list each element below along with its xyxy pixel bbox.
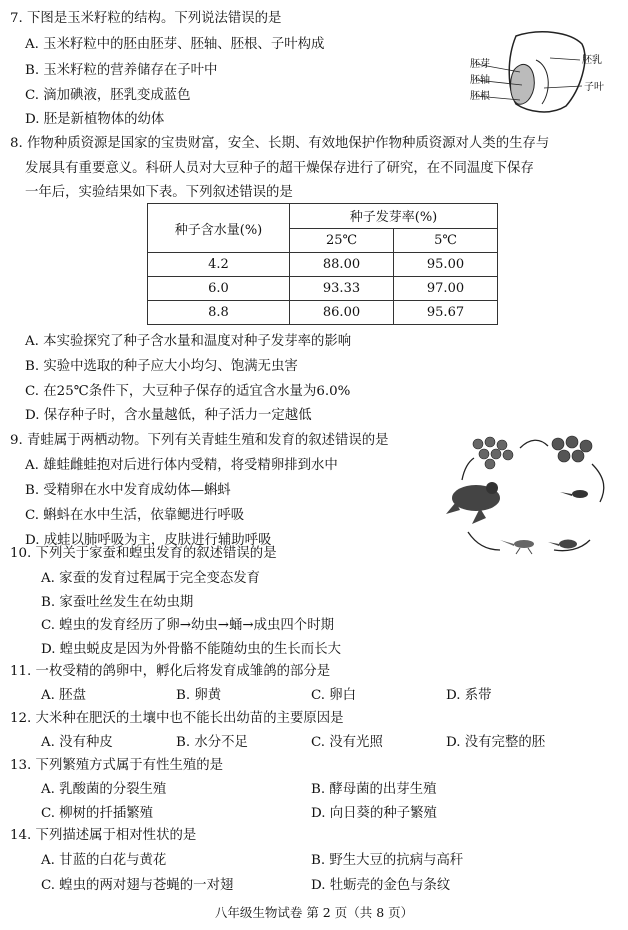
label-pi-gen: 胚根 <box>470 91 490 102</box>
q13-option-a: A. 乳酸菌的分裂生殖 <box>41 782 167 797</box>
table-cell: 95.67 <box>394 301 498 325</box>
q14-option-b: B. 野生大豆的抗病与高秆 <box>311 853 464 868</box>
table-row <box>148 253 498 277</box>
q9-option-a: A. 雄蛙雌蛙抱对后进行体内受精，将受精卵排到水中 <box>25 458 338 473</box>
q10-option-b: B. 家蚕吐丝发生在幼虫期 <box>41 595 194 610</box>
tadpole-image <box>560 490 588 498</box>
q11-option-d: D. 系带 <box>446 688 492 703</box>
q13-stem: 13. 下列繁殖方式属于有性生殖的是 <box>10 758 224 773</box>
table-cell: 8.8 <box>148 301 290 325</box>
q8-stem-line-2: 发展具有重要意义。科研人员对大豆种子的超干燥保存进行了研究，在不同温度下保存 <box>25 161 534 176</box>
table-cell: 4.2 <box>148 253 290 277</box>
table-subheader-5c: 5℃ <box>394 228 498 253</box>
table-cell: 97.00 <box>394 277 498 301</box>
q9-stem: 9. 青蛙属于两栖动物。下列有关青蛙生殖和发育的叙述错误的是 <box>10 433 389 448</box>
q7-option-b: B. 玉米籽粒的营养储存在子叶中 <box>25 63 218 78</box>
label-pi-zhou: 胚轴 <box>470 75 490 86</box>
q11-option-a: A. 胚盘 <box>41 688 86 703</box>
table-row <box>148 301 498 325</box>
q14-option-d: D. 牡蛎壳的金色与条纹 <box>311 878 451 893</box>
q11-option-c: C. 卵白 <box>311 688 357 703</box>
q8-stem-line-1: 8. 作物种质资源是国家的宝贵财富，安全、长期、有效地保护作物种质资源对人类的生存与 <box>10 136 550 151</box>
q7-option-a: A. 玉米籽粒中的胚由胚芽、胚轴、胚根、子叶构成 <box>25 37 325 52</box>
table-subheader-25c: 25℃ <box>290 228 394 253</box>
label-pi-ru: 胚乳 <box>582 55 602 66</box>
q13-option-d: D. 向日葵的种子繁殖 <box>311 806 437 821</box>
q12-option-a: A. 没有种皮 <box>41 735 113 750</box>
q9-option-c: C. 蝌蚪在水中生活，依靠鳃进行呼吸 <box>25 508 245 523</box>
q9-option-d: D. 成蛙以肺呼吸为主，皮肤进行辅助呼吸 <box>25 533 272 548</box>
q10-option-a: A. 家蚕的发育过程属于完全变态发育 <box>41 571 261 586</box>
q14-stem: 14. 下列描述属于相对性状的是 <box>10 828 197 843</box>
frog-eggs-image <box>473 437 513 469</box>
table-cell: 93.33 <box>290 277 394 301</box>
q12-option-d: D. 没有完整的胚 <box>446 735 546 750</box>
label-pi-ya: 胚芽 <box>470 59 490 70</box>
q10-option-d: D. 蝗虫蜕皮是因为外骨骼不能随幼虫的生长而长大 <box>41 642 341 657</box>
q13-option-c: C. 柳树的扦插繁殖 <box>41 806 154 821</box>
q7-option-d: D. 胚是新植物体的幼体 <box>25 112 165 127</box>
table-row <box>148 277 498 301</box>
q7-option-c: C. 滴加碘液，胚乳变成蓝色 <box>25 88 191 103</box>
q7-stem: 7. 下图是玉米籽粒的结构。下列说法错误的是 <box>10 11 282 26</box>
table-header-germination: 种子发芽率(%) <box>290 204 498 229</box>
q14-option-c: C. 蝗虫的两对翅与苍蝇的一对翅 <box>41 878 234 893</box>
young-frog-image <box>500 540 534 554</box>
q8-option-c: C. 在25℃条件下，大豆种子保存的适宜含水量为6.0% <box>25 384 351 399</box>
seed-germination-table <box>147 203 498 325</box>
frog-embryos-image <box>552 436 592 462</box>
q11-option-b: B. 卵黄 <box>176 688 222 703</box>
q8-option-b: B. 实验中选取的种子应大小均匀、饱满无虫害 <box>25 359 298 374</box>
table-header-moisture: 种子含水量(%) <box>148 204 290 253</box>
q14-option-a: A. 甘蓝的白花与黄花 <box>41 853 167 868</box>
q8-stem-line-3: 一年后，实验结果如下表。下列叙述错误的是 <box>25 185 293 200</box>
table-cell: 88.00 <box>290 253 394 277</box>
table-cell: 6.0 <box>148 277 290 301</box>
q12-option-b: B. 水分不足 <box>176 735 248 750</box>
q9-option-b: B. 受精卵在水中发育成幼体—蝌蚪 <box>25 483 231 498</box>
corn-seed-figure <box>470 30 615 115</box>
q12-stem: 12. 大米种在肥沃的土壤中也不能长出幼苗的主要原因是 <box>10 711 344 726</box>
q13-option-b: B. 酵母菌的出芽生殖 <box>311 782 437 797</box>
table-cell: 86.00 <box>290 301 394 325</box>
froglet-image <box>548 540 577 549</box>
q11-stem: 11. 一枚受精的鸽卵中，孵化后将发育成雏鸽的部分是 <box>10 664 331 679</box>
q10-stem: 10. 下列关于家蚕和蝗虫发育的叙述错误的是 <box>10 546 277 561</box>
q10-option-c: C. 蝗虫的发育经历了卵→幼虫→蛹→成虫四个时期 <box>41 618 334 633</box>
q8-option-d: D. 保存种子时，含水量越低，种子活力一定越低 <box>25 408 312 423</box>
q8-option-a: A. 本实验探究了种子含水量和温度对种子发芽率的影响 <box>25 334 352 349</box>
table-cell: 95.00 <box>394 253 498 277</box>
q12-option-c: C. 没有光照 <box>311 735 383 750</box>
adult-frog-image <box>446 482 500 524</box>
label-zi-ye: 子叶 <box>584 82 604 93</box>
frog-life-cycle-figure <box>440 428 620 568</box>
page-footer: 八年级生物试卷 第 2 页（共 8 页） <box>214 905 414 920</box>
